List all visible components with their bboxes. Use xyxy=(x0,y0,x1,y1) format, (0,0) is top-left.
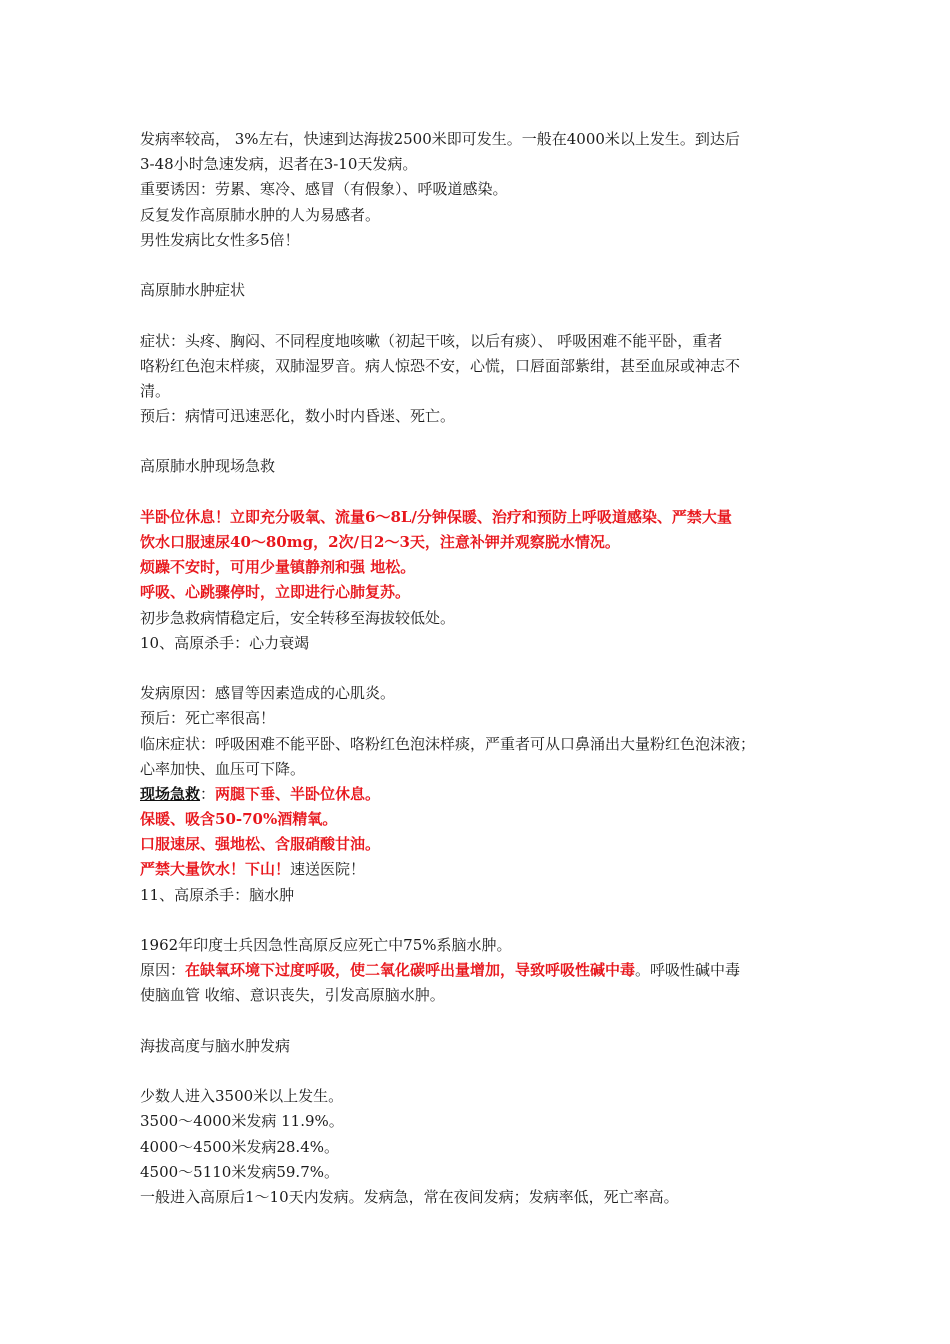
paragraph-line: 一般进入高原后1～10天内发病。发病急，常在夜间发病；发病率低，死亡率高。 xyxy=(140,1187,679,1206)
paragraph-line: 男性发病比女性多5倍！ xyxy=(140,230,300,249)
plain-text: 。呼吸性碱中毒 xyxy=(635,961,741,980)
blank-line xyxy=(140,656,820,681)
paragraph-line: 重要诱因：劳累、寒冷、感冒（有假象）、呼吸道感染。 xyxy=(140,180,508,199)
paragraph-line: 4000～4500米发病28.4%。 xyxy=(140,1137,339,1156)
paragraph-line: 咯粉红色泡末样痰，双肺湿罗音。病人惊恐不安，心慌，口唇面部紫绀，甚至血尿或神志不 xyxy=(140,356,741,375)
emphasis-text: 两腿下垂、半卧位休息。 xyxy=(215,784,381,803)
emphasis-line: 呼吸、心跳骤停时，立即进行心肺复苏。 xyxy=(140,583,411,602)
mixed-line xyxy=(140,857,820,882)
emphasis-line: 口服速尿、强地松、含服硝酸甘油。 xyxy=(140,835,381,854)
emphasis-text: 在缺氧环境下过度呼吸，使二氧化碳呼出量增加，导致呼吸性碱中毒 xyxy=(185,961,636,980)
paragraph-line: 临床症状：呼吸困难不能平卧、咯粉红色泡沫样痰，严重者可从口鼻涌出大量粉红色泡沫液； xyxy=(140,734,756,753)
paragraph-line: 症状：头疼、胸闷、不同程度地咳嗽（初起干咳，以后有痰）、 呼吸困难不能平卧，重者 xyxy=(140,331,723,350)
document-body xyxy=(140,127,820,1210)
blank-line xyxy=(140,1059,820,1084)
emphasis-text: 严禁大量饮水！下山！ xyxy=(140,860,291,879)
blank-line xyxy=(140,253,820,278)
section-heading-symptoms: 高原肺水肿症状 xyxy=(140,281,246,300)
paragraph-line: 预后：病情可迅速恶化，数小时内昏迷、死亡。 xyxy=(140,407,456,426)
paragraph-line: 4500～5110米发病59.7%。 xyxy=(140,1162,339,1181)
plain-text: 原因： xyxy=(140,961,186,980)
emphasis-line: 保暖、吸含50-70%酒精氧。 xyxy=(140,810,338,829)
blank-line xyxy=(140,429,820,454)
paragraph-line: 3-48小时急速发病，迟者在3-10天发病。 xyxy=(140,155,418,174)
blank-line xyxy=(140,480,820,505)
paragraph-line: 发病原因：感冒等因素造成的心肌炎。 xyxy=(140,684,396,703)
section-heading-heart-failure: 10、高原杀手：心力衰竭 xyxy=(140,633,310,652)
blank-line xyxy=(140,908,820,933)
paragraph-line: 预后：死亡率很高！ xyxy=(140,709,276,728)
blank-line xyxy=(140,303,820,328)
emphasis-line: 烦躁不安时，可用少量镇静剂和强 地松。 xyxy=(140,558,416,577)
mixed-line xyxy=(140,958,820,983)
section-heading-first-aid: 高原肺水肿现场急救 xyxy=(140,457,276,476)
first-aid-label: 现场急救 xyxy=(140,784,201,803)
paragraph-line: 清。 xyxy=(140,381,171,400)
emphasis-line: 半卧位休息！立即充分吸氧、流量6～8L/分钟保暖、治疗和预防上呼吸道感染、严禁大量 xyxy=(140,507,732,526)
paragraph-line: 少数人进入3500米以上发生。 xyxy=(140,1087,344,1106)
blank-line xyxy=(140,1009,820,1034)
section-heading-altitude: 海拔高度与脑水肿发病 xyxy=(140,1036,291,1055)
first-aid-line xyxy=(140,782,820,807)
paragraph-line: 使脑血管 收缩、意识丧失，引发高原脑水肿。 xyxy=(140,986,445,1005)
colon: ： xyxy=(200,784,216,803)
paragraph-line: 心率加快、血压可下降。 xyxy=(140,759,306,778)
plain-text: 速送医院！ xyxy=(290,860,366,879)
paragraph-line: 1962年印度士兵因急性高原反应死亡中75%系脑水肿。 xyxy=(140,936,512,954)
emphasis-line: 饮水口服速尿40～80mg，2次/日2～3天，注意补钾并观察脱水情况。 xyxy=(140,533,620,551)
section-heading-cerebral-edema: 11、高原杀手：脑水肿 xyxy=(140,885,295,904)
paragraph-line: 发病率较高， 3%左右，快速到达海拔2500米即可发生。一般在4000米以上发生。到达后 xyxy=(140,130,740,148)
paragraph-line: 3500～4000米发病 11.9%。 xyxy=(140,1112,344,1131)
paragraph-line: 初步急救病情稳定后，安全转移至海拔较低处。 xyxy=(140,608,456,627)
paragraph-line: 反复发作高原肺水肿的人为易感者。 xyxy=(140,205,381,224)
